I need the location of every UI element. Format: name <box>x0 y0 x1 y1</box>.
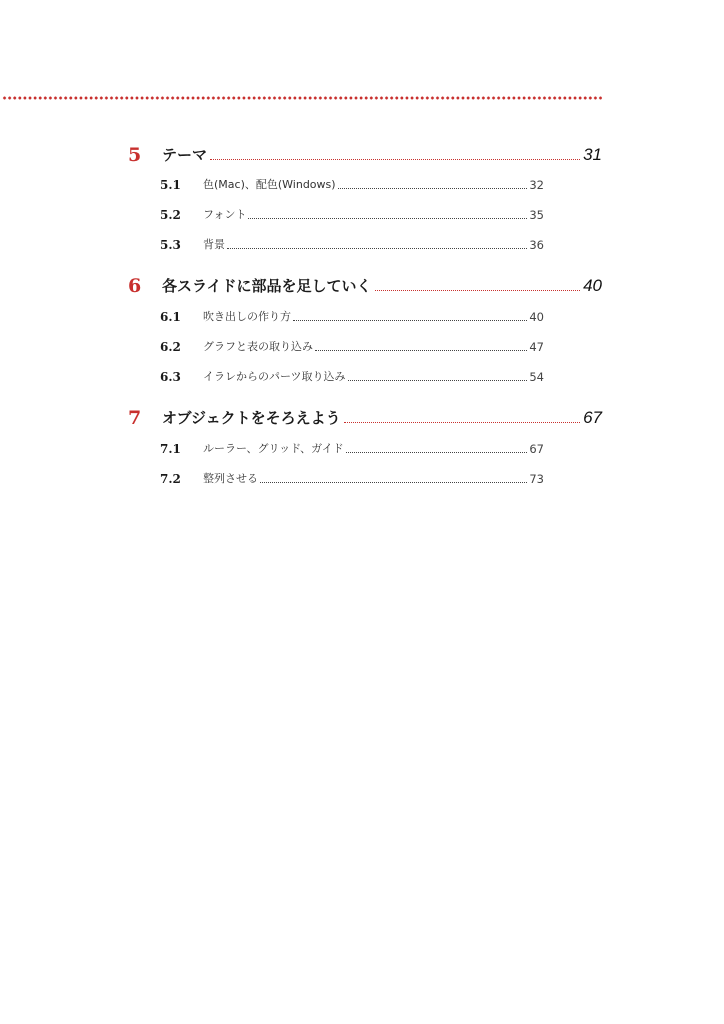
dotted-leader <box>210 159 580 160</box>
chapter-page: 67 <box>583 408 602 427</box>
section-title: 整列させる <box>203 472 258 485</box>
section-title: グラフと表の取り込み <box>203 340 313 353</box>
section-page: 47 <box>529 340 544 354</box>
chapter-number: 7 <box>128 407 142 429</box>
chapter-title: テーマ <box>162 146 208 164</box>
section-title: イラレからのパーツ取り込み <box>203 370 346 383</box>
dotted-leader <box>338 188 528 189</box>
toc-section-6-1[interactable] <box>160 307 544 325</box>
dotted-leader <box>375 290 581 291</box>
section-number: 6.3 <box>160 370 181 384</box>
dotted-leader <box>344 422 580 423</box>
section-page: 67 <box>529 442 544 456</box>
dotted-leader <box>348 380 528 381</box>
chapter-number: 5 <box>128 144 142 166</box>
toc-chapter-5[interactable] <box>128 141 602 165</box>
section-title: 背景 <box>203 238 225 251</box>
chapter-page: 31 <box>583 145 602 164</box>
chapter-title: オブジェクトをそろえよう <box>162 409 341 427</box>
toc-section-5-3[interactable] <box>160 235 544 253</box>
toc-chapter-7[interactable] <box>128 404 602 428</box>
section-page: 36 <box>529 238 544 252</box>
toc-section-5-2[interactable] <box>160 205 544 223</box>
section-page: 73 <box>529 472 544 486</box>
section-page: 40 <box>529 310 544 324</box>
section-title: 吹き出しの作り方 <box>203 310 291 323</box>
dotted-leader <box>293 320 527 321</box>
section-number: 5.2 <box>160 208 181 222</box>
chapter-number: 6 <box>128 275 142 297</box>
section-number: 6.1 <box>160 310 181 324</box>
toc-section-5-1[interactable] <box>160 175 544 193</box>
toc-section-6-2[interactable] <box>160 337 544 355</box>
section-number: 7.2 <box>160 472 181 486</box>
section-title: ルーラー、グリッド、ガイド <box>203 442 344 455</box>
toc-section-6-3[interactable] <box>160 367 544 385</box>
section-page: 35 <box>529 208 544 222</box>
dotted-leader <box>227 248 527 249</box>
top-dotted-rule <box>2 96 602 100</box>
section-number: 5.3 <box>160 238 181 252</box>
section-page: 32 <box>529 178 544 192</box>
toc-section-7-1[interactable] <box>160 439 544 457</box>
dotted-leader <box>248 218 527 219</box>
section-number: 5.1 <box>160 178 181 192</box>
dotted-leader <box>346 452 528 453</box>
chapter-page: 40 <box>583 276 602 295</box>
dotted-leader <box>260 482 527 483</box>
dotted-leader <box>315 350 527 351</box>
section-number: 7.1 <box>160 442 181 456</box>
chapter-title: 各スライドに部品を足していく <box>162 277 372 295</box>
section-number: 6.2 <box>160 340 181 354</box>
section-title: フォント <box>203 208 247 221</box>
section-page: 54 <box>529 370 544 384</box>
section-title: 色(Mac)、配色(Windows) <box>203 178 336 191</box>
toc-section-7-2[interactable] <box>160 469 544 487</box>
toc-chapter-6[interactable] <box>128 272 602 296</box>
